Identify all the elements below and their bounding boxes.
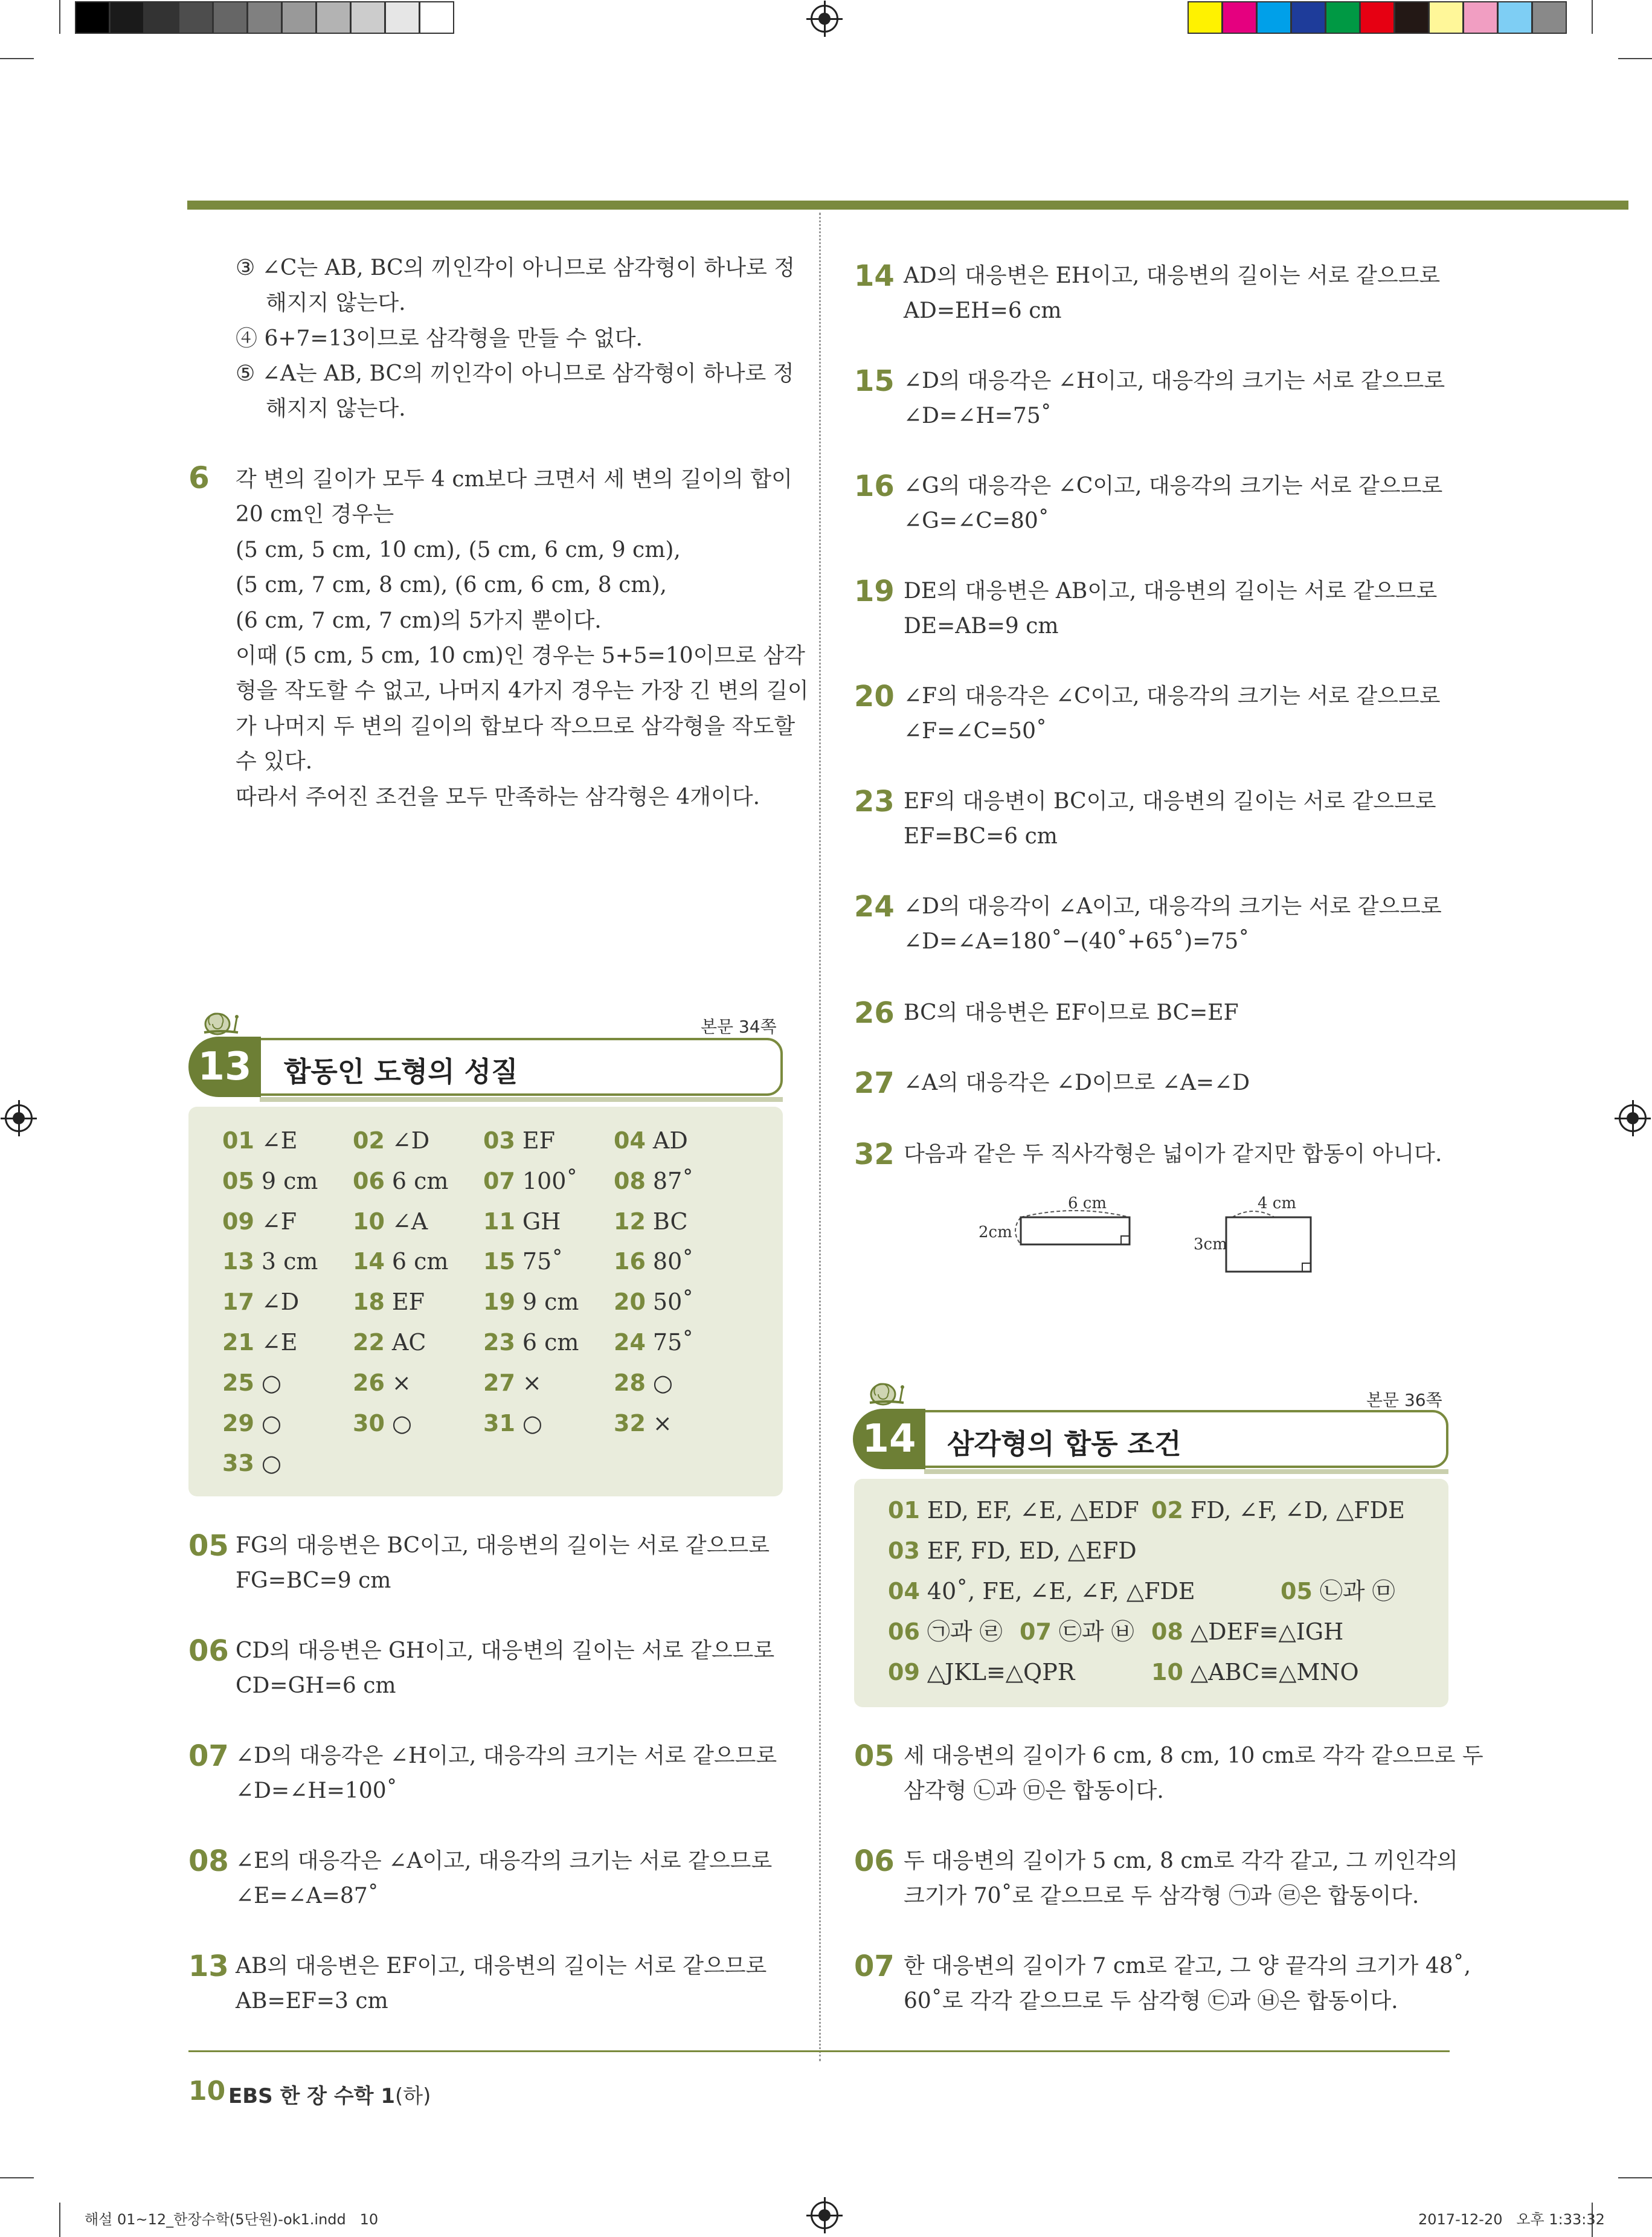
answer-value: ㉠과 ㉣ xyxy=(927,1618,1003,1645)
explanation-line2: AD=EH=6 cm xyxy=(904,298,1062,323)
registration-mark-icon xyxy=(811,5,838,33)
gray-swatch xyxy=(109,1,144,34)
answer-value: AC xyxy=(391,1329,426,1356)
answer-item xyxy=(353,1365,411,1401)
color-swatch xyxy=(1532,1,1567,34)
answer-value: 100˚ xyxy=(522,1167,578,1194)
answer-number: 02 xyxy=(1151,1497,1183,1524)
crop-mark xyxy=(1618,2177,1652,2178)
explanation-number: 07 xyxy=(854,1949,895,1983)
answer-value: ○ xyxy=(391,1409,413,1437)
answer-number: 03 xyxy=(483,1127,515,1154)
answer-number: 03 xyxy=(888,1537,920,1564)
section-13-title: 합동인 도형의 성질 xyxy=(284,1055,518,1088)
answer-number: 08 xyxy=(614,1167,646,1194)
answer-item xyxy=(222,1203,297,1240)
answer-item xyxy=(1151,1492,1405,1528)
explanation-line2: 60˚로 각각 같으므로 두 삼각형 ㉢과 ㉥은 합동이다. xyxy=(904,1989,1398,2013)
explanation-line2: DE=AB=9 cm xyxy=(904,614,1059,639)
gray-swatch xyxy=(144,1,179,34)
answer-value: ∠D xyxy=(261,1289,300,1316)
color-swatch xyxy=(1394,1,1429,34)
answer-number: 11 xyxy=(483,1208,515,1235)
answer-number: 22 xyxy=(353,1329,385,1356)
answer-item xyxy=(222,1284,299,1320)
color-swatch xyxy=(1325,1,1360,34)
file-info: 해설 01~12_한장수학(5단원)-ok1.indd 10 xyxy=(85,2211,379,2228)
explanation-number: 05 xyxy=(188,1529,229,1563)
crop-mark xyxy=(1618,58,1652,59)
answer-item xyxy=(222,1324,297,1360)
explanation-line2: CD=GH=6 cm xyxy=(236,1673,396,1698)
explanation-line2: ∠F=∠C=50˚ xyxy=(904,719,1047,744)
gray-swatch xyxy=(247,1,282,34)
crop-mark xyxy=(1592,0,1593,34)
answer-value: ○ xyxy=(261,1369,282,1396)
answer-item xyxy=(353,1324,426,1360)
answer-item xyxy=(614,1284,693,1320)
gray-swatch xyxy=(316,1,351,34)
answer-value: × xyxy=(391,1369,411,1396)
explanation-number: 19 xyxy=(854,575,895,608)
explanation-line1: BC의 대응변은 EF이므로 BC=EF xyxy=(904,1000,1239,1025)
answer-item xyxy=(614,1203,688,1240)
answer-number: 08 xyxy=(1151,1618,1183,1645)
answer-item xyxy=(888,1614,1003,1650)
answer-value: 9 cm xyxy=(261,1167,318,1194)
answer-number: 01 xyxy=(888,1497,920,1524)
answer-item xyxy=(888,1573,1195,1609)
option-3-line1: ③ ∠C는 AB, BC의 끼인각이 아니므로 삼각형이 하나로 정 xyxy=(236,256,795,280)
explanation-number: 06 xyxy=(188,1634,229,1668)
answer-number: 02 xyxy=(353,1127,385,1154)
explanation-number: 06 xyxy=(854,1844,895,1878)
answer-item xyxy=(1281,1573,1395,1609)
color-swatch xyxy=(1222,1,1257,34)
explanation-number: 14 xyxy=(854,259,895,293)
answer-number: 33 xyxy=(222,1450,254,1477)
answer-value: × xyxy=(652,1409,672,1437)
answer-value: 75˚ xyxy=(652,1329,694,1356)
answer-value: △ABC≡△MNO xyxy=(1190,1659,1359,1685)
answer-value: 80˚ xyxy=(652,1248,694,1275)
answer-value: BC xyxy=(652,1208,688,1235)
explanation-line1: DE의 대응변은 AB이고, 대응변의 길이는 서로 같으므로 xyxy=(904,579,1438,604)
answer-number: 25 xyxy=(222,1369,254,1396)
answer-item xyxy=(483,1122,555,1159)
option-4: ④ 6+7=13이므로 삼각형을 만들 수 없다. xyxy=(236,326,643,351)
answer-number: 04 xyxy=(614,1127,646,1154)
explanation-line1: 다음과 같은 두 직사각형은 넓이가 같지만 합동이 아니다. xyxy=(904,1142,1442,1167)
question-6-line: (5 cm, 5 cm, 10 cm), (5 cm, 6 cm, 9 cm), xyxy=(236,537,681,562)
option-5-line2: 해지지 않는다. xyxy=(266,396,406,421)
color-swatch xyxy=(1256,1,1291,34)
answer-value: 6 cm xyxy=(391,1248,449,1275)
answer-value: △DEF≡△IGH xyxy=(1190,1618,1344,1645)
question-6-line: 가 나머지 두 변의 길이의 합보다 작으므로 삼각형을 작도할 xyxy=(236,713,795,739)
answer-item xyxy=(888,1654,1075,1690)
explanation-line2: 삼각형 ㉡과 ㉤은 합동이다. xyxy=(904,1778,1164,1803)
answer-number: 06 xyxy=(888,1618,920,1645)
registration-mark-icon xyxy=(811,2201,838,2229)
explanation-number: 20 xyxy=(854,680,895,713)
answer-value: 50˚ xyxy=(652,1289,694,1316)
answer-number: 06 xyxy=(353,1167,385,1194)
header-shadow xyxy=(924,1469,1448,1474)
answer-value: ∠E xyxy=(261,1329,298,1356)
answer-value: 6 cm xyxy=(522,1329,579,1356)
answer-item xyxy=(614,1243,693,1279)
explanation-number: 32 xyxy=(854,1138,895,1171)
color-swatch xyxy=(1429,1,1464,34)
answer-item xyxy=(222,1405,281,1441)
explanation-line1: AB의 대응변은 EF이고, 대응변의 길이는 서로 같으므로 xyxy=(236,1954,767,1978)
explanation-number: 16 xyxy=(854,469,895,503)
explanation-number: 23 xyxy=(854,785,895,819)
snail-icon xyxy=(865,1376,907,1406)
answer-item xyxy=(614,1122,688,1159)
answer-item xyxy=(483,1203,561,1240)
explanation-number: 08 xyxy=(188,1844,229,1878)
explanation-line2: ∠D=∠H=75˚ xyxy=(904,404,1052,428)
answer-item xyxy=(1151,1654,1359,1690)
explanation-line2: ∠E=∠A=87˚ xyxy=(236,1884,379,1908)
registration-mark-icon xyxy=(1619,1104,1647,1132)
answer-number: 04 xyxy=(888,1578,920,1605)
answer-item xyxy=(353,1405,412,1441)
answer-value: 3 cm xyxy=(261,1248,318,1275)
color-swatch xyxy=(1291,1,1326,34)
answer-value: ○ xyxy=(261,1450,282,1477)
answer-number: 01 xyxy=(222,1127,254,1154)
answer-number: 13 xyxy=(222,1248,254,1275)
rect1-height-label: 2cm xyxy=(979,1223,1012,1241)
explanation-line1: AD의 대응변은 EH이고, 대응변의 길이는 서로 같으므로 xyxy=(904,263,1441,288)
answer-item xyxy=(888,1533,1137,1569)
question-6-line: 20 cm인 경우는 xyxy=(236,502,394,527)
answer-number: 16 xyxy=(614,1248,646,1275)
answer-item xyxy=(353,1284,425,1320)
question-6-line: 형을 작도할 수 없고, 나머지 4가지 경우는 가장 긴 변의 길이 xyxy=(236,678,809,704)
answer-value: ○ xyxy=(522,1409,543,1437)
crop-mark xyxy=(59,2203,60,2237)
explanation-line1: ∠A의 대응각은 ∠D이므로 ∠A=∠D xyxy=(904,1070,1250,1095)
question-6-line: 각 변의 길이가 모두 4 cm보다 크면서 세 변의 길이의 합이 xyxy=(236,467,792,492)
answer-value: ○ xyxy=(652,1369,673,1396)
answer-number: 19 xyxy=(483,1289,515,1316)
book-title xyxy=(228,2079,431,2109)
answer-item xyxy=(483,1163,577,1199)
header-rule xyxy=(187,201,1628,210)
explanation-line1: ∠F의 대응각은 ∠C이고, 대응각의 크기는 서로 같으므로 xyxy=(904,684,1441,709)
gray-swatch xyxy=(213,1,248,34)
answer-number: 07 xyxy=(1020,1618,1052,1645)
answer-number: 31 xyxy=(483,1409,515,1437)
answer-number: 26 xyxy=(353,1369,385,1396)
answer-number: 05 xyxy=(222,1167,254,1194)
answer-number: 24 xyxy=(614,1329,646,1356)
explanation-number: 07 xyxy=(188,1739,229,1773)
answer-number: 20 xyxy=(614,1289,646,1316)
rect2-width-label: 4 cm xyxy=(1258,1194,1297,1212)
registration-mark-icon xyxy=(5,1104,33,1132)
answer-item xyxy=(1020,1614,1134,1650)
option-5-line1: ⑤ ∠A는 AB, BC의 끼인각이 아니므로 삼각형이 하나로 정 xyxy=(236,361,794,386)
answer-number: 14 xyxy=(353,1248,385,1275)
explanation-number: 26 xyxy=(854,996,895,1030)
answer-value: ㉡과 ㉤ xyxy=(1319,1578,1395,1605)
explanation-line2: AB=EF=3 cm xyxy=(236,1989,388,2013)
answer-number: 17 xyxy=(222,1289,254,1316)
explanation-line2: ∠D=∠H=100˚ xyxy=(236,1778,397,1803)
answer-item xyxy=(353,1163,448,1199)
explanation-line1: ∠G의 대응각은 ∠C이고, 대응각의 크기는 서로 같으므로 xyxy=(904,474,1443,498)
answer-value: ∠E xyxy=(261,1127,298,1154)
answer-value: ∠D xyxy=(391,1127,430,1154)
answer-value: 9 cm xyxy=(522,1289,579,1316)
answer-number: 29 xyxy=(222,1409,254,1437)
explanation-line2: EF=BC=6 cm xyxy=(904,824,1058,849)
gray-swatch xyxy=(281,1,317,34)
crop-mark xyxy=(0,2177,34,2178)
book-title-main: EBS 한 장 수학 1 xyxy=(228,2084,396,2108)
answer-item xyxy=(222,1243,318,1279)
column-divider xyxy=(819,213,821,2061)
answer-value: △JKL≡△QPR xyxy=(927,1659,1075,1685)
explanation-line1: 두 대응변의 길이가 5 cm, 8 cm로 각각 같고, 그 끼인각의 xyxy=(904,1849,1458,1873)
explanation-number: 15 xyxy=(854,364,895,398)
answer-value: ED, EF, ∠E, △EDF xyxy=(927,1497,1139,1524)
answer-item xyxy=(222,1122,297,1159)
answer-value: ∠F xyxy=(261,1208,297,1235)
answer-number: 21 xyxy=(222,1329,254,1356)
answer-item xyxy=(888,1492,1139,1528)
question-6-number: 6 xyxy=(188,460,210,495)
answer-number: 15 xyxy=(483,1248,515,1275)
answer-number: 12 xyxy=(614,1208,646,1235)
answer-value: 40˚, FE, ∠E, ∠F, △FDE xyxy=(927,1578,1195,1605)
answer-item xyxy=(614,1365,673,1401)
answer-value: × xyxy=(522,1369,542,1396)
answer-number: 07 xyxy=(483,1167,515,1194)
question-6-line: (5 cm, 7 cm, 8 cm), (6 cm, 6 cm, 8 cm), xyxy=(236,573,667,598)
answer-number: 30 xyxy=(353,1409,385,1437)
rect2-height-label: 3cm xyxy=(1194,1235,1227,1254)
explanation-line1: CD의 대응변은 GH이고, 대응변의 길이는 서로 같으므로 xyxy=(236,1638,775,1663)
answer-item xyxy=(614,1324,693,1360)
print-timestamp: 2017-12-20 오후 1:33:32 xyxy=(1418,2211,1605,2228)
answer-value: ㉢과 ㉥ xyxy=(1058,1618,1134,1645)
answer-number: 32 xyxy=(614,1409,646,1437)
color-swatch xyxy=(1360,1,1395,34)
explanation-line1: ∠D의 대응각이 ∠A이고, 대응각의 크기는 서로 같으므로 xyxy=(904,894,1442,919)
answer-value: 87˚ xyxy=(652,1167,694,1194)
explanation-line2: 크기가 70˚로 같으므로 두 삼각형 ㉠과 ㉣은 합동이다. xyxy=(904,1884,1419,1908)
answer-item xyxy=(483,1324,579,1360)
section-14-number: 14 xyxy=(853,1409,925,1469)
explanation-line2: ∠G=∠C=80˚ xyxy=(904,509,1049,533)
answer-item xyxy=(353,1243,448,1279)
rect1-width-label: 6 cm xyxy=(1068,1194,1107,1212)
snail-icon xyxy=(199,1006,242,1036)
explanation-line1: 세 대응변의 길이가 6 cm, 8 cm, 10 cm로 각각 같으므로 두 xyxy=(904,1743,1483,1768)
answer-item xyxy=(483,1243,563,1279)
explanation-number: 24 xyxy=(854,890,895,924)
answer-number: 09 xyxy=(888,1659,920,1685)
answer-value: FD, ∠F, ∠D, △FDE xyxy=(1190,1497,1405,1524)
answer-item xyxy=(222,1445,281,1481)
answer-item xyxy=(483,1284,579,1320)
option-3-line2: 해지지 않는다. xyxy=(266,291,406,315)
page-reference: 본문 34쪽 xyxy=(701,1017,777,1037)
answer-value: ○ xyxy=(261,1409,282,1437)
answer-value: GH xyxy=(522,1208,561,1235)
answer-value: EF xyxy=(522,1127,555,1154)
question-6-line: 따라서 주어진 조건을 모두 만족하는 삼각형은 4개이다. xyxy=(236,784,760,810)
section-13-number: 13 xyxy=(188,1037,261,1097)
explanation-line1: ∠D의 대응각은 ∠H이고, 대응각의 크기는 서로 같으므로 xyxy=(904,369,1445,393)
answer-item xyxy=(614,1405,672,1441)
question-6-line: 이때 (5 cm, 5 cm, 10 cm)인 경우는 5+5=10이므로 삼각 xyxy=(236,643,805,668)
gray-swatch xyxy=(75,1,110,34)
answer-value: AD xyxy=(652,1127,688,1154)
answer-number: 18 xyxy=(353,1289,385,1316)
explanation-line1: ∠E의 대응각은 ∠A이고, 대응각의 크기는 서로 같으므로 xyxy=(236,1849,773,1873)
answer-number: 23 xyxy=(483,1329,515,1356)
gray-swatch xyxy=(419,1,454,34)
section-14-title: 삼각형의 합동 조건 xyxy=(947,1427,1181,1460)
color-swatch xyxy=(1497,1,1532,34)
answer-value: ∠A xyxy=(391,1208,428,1235)
answer-number: 27 xyxy=(483,1369,515,1396)
crop-mark xyxy=(59,0,60,34)
answer-item xyxy=(222,1163,318,1199)
answer-number: 10 xyxy=(353,1208,385,1235)
rectangles-figure xyxy=(979,1193,1317,1284)
explanation-line1: ∠D의 대응각은 ∠H이고, 대응각의 크기는 서로 같으므로 xyxy=(236,1743,777,1768)
footer-rule xyxy=(188,2050,1450,2052)
explanation-number: 27 xyxy=(854,1066,895,1100)
page-number: 10 xyxy=(188,2076,226,2107)
crop-mark xyxy=(0,58,34,59)
gray-swatch xyxy=(178,1,213,34)
answer-item xyxy=(353,1203,428,1240)
answer-item xyxy=(353,1122,429,1159)
answer-value: 75˚ xyxy=(522,1248,564,1275)
answer-value: 6 cm xyxy=(391,1167,449,1194)
explanation-line1: FG의 대응변은 BC이고, 대응변의 길이는 서로 같으므로 xyxy=(236,1533,770,1558)
answer-number: 28 xyxy=(614,1369,646,1396)
question-6-line: 수 있다. xyxy=(236,749,313,774)
explanation-line1: EF의 대응변이 BC이고, 대응변의 길이는 서로 같으므로 xyxy=(904,789,1436,814)
answer-item xyxy=(1151,1614,1343,1650)
answer-value: EF xyxy=(391,1289,425,1316)
explanation-number: 13 xyxy=(188,1949,229,1983)
answer-number: 10 xyxy=(1151,1659,1183,1685)
explanation-line2: FG=BC=9 cm xyxy=(236,1568,391,1593)
explanation-line2: ∠D=∠A=180˚−(40˚+65˚)=75˚ xyxy=(904,929,1250,954)
color-swatch xyxy=(1188,1,1223,34)
answer-item xyxy=(614,1163,693,1199)
answer-number: 05 xyxy=(1281,1578,1313,1605)
explanation-number: 05 xyxy=(854,1739,895,1773)
answer-value: EF, FD, ED, △EFD xyxy=(927,1537,1137,1564)
answer-item xyxy=(483,1365,542,1401)
answer-item xyxy=(222,1365,281,1401)
header-shadow xyxy=(260,1097,783,1102)
page-reference: 본문 36쪽 xyxy=(1366,1390,1442,1410)
book-title-sub: (하) xyxy=(395,2084,431,2108)
color-swatch xyxy=(1463,1,1498,34)
question-6-line: (6 cm, 7 cm, 7 cm)의 5가지 뿐이다. xyxy=(236,608,602,633)
answer-number: 09 xyxy=(222,1208,254,1235)
gray-swatch xyxy=(385,1,420,34)
gray-swatch xyxy=(350,1,385,34)
explanation-line1: 한 대응변의 길이가 7 cm로 같고, 그 양 끝각의 크기가 48˚, xyxy=(904,1954,1471,1978)
answer-item xyxy=(483,1405,542,1441)
